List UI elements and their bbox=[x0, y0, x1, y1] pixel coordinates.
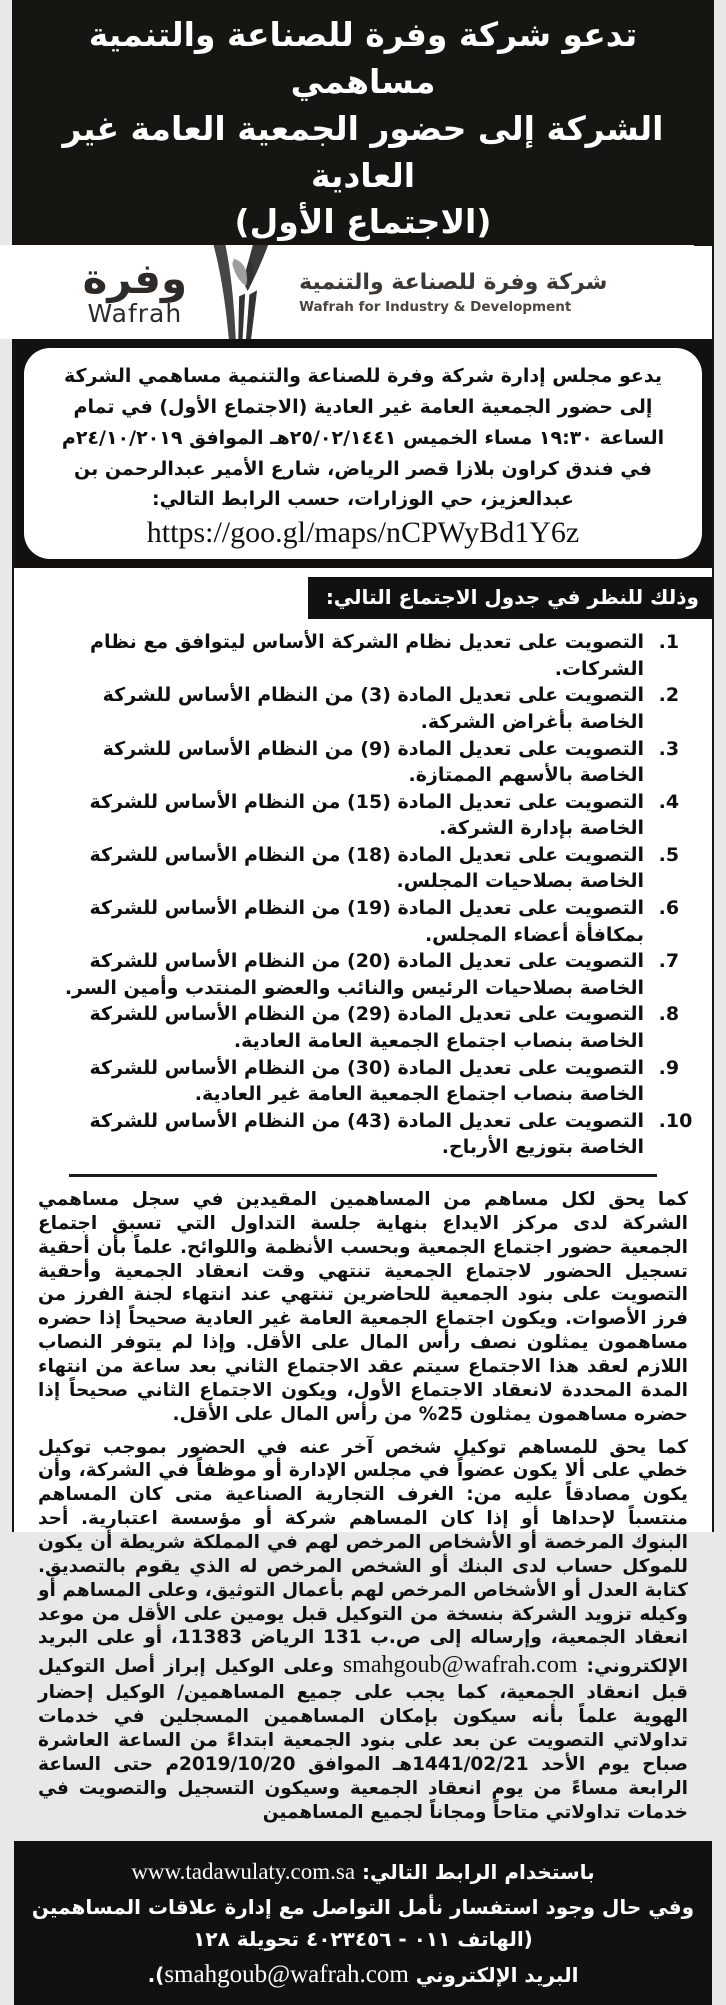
agenda-item-2: 2. التصويت على تعديل المادة (3) من النظام الأساس للشركة الخاصة بأغراض الشركة. bbox=[32, 682, 652, 735]
footer-email-line bbox=[24, 1955, 702, 1995]
map-link[interactable]: https://goo.gl/maps/nCPWyBd1Y6z bbox=[146, 516, 580, 550]
agenda-item-1: 1. التصويت على تعديل نظام الشركة الأساس ليتوافق مع نظام الشركات. bbox=[32, 629, 652, 682]
agenda-heading-wrap bbox=[14, 577, 712, 619]
footer-phone-line: (الهاتف ٠١١ - ٤٠٢٣٤٥٦ تحويلة ١٢٨ bbox=[193, 1927, 533, 1952]
agenda-list bbox=[32, 629, 688, 1161]
agenda-item-5: 5. التصويت على تعديل المادة (18) من النظام الأساس للشركة الخاصة بصلاحيات المجلس. bbox=[32, 842, 652, 895]
ad-title-line-3: (الاجتماع الأول) bbox=[234, 202, 492, 242]
company-logo-band bbox=[0, 245, 694, 339]
wafrah-logo-icon bbox=[207, 245, 273, 339]
agenda-item-7: 7. التصويت على تعديل المادة (20) من النظام الأساس للشركة الخاصة بصلاحيات الرئيس والنائب والعضو المنتدب وأمين السر. bbox=[32, 948, 652, 1001]
footer-link-line bbox=[24, 1854, 702, 1891]
agenda-item-3: 3. التصويت على تعديل المادة (9) من النظام الأساس للشركة الخاصة بالأسهم الممتازة. bbox=[32, 736, 652, 789]
agenda-item-10: 10. التصويت على تعديل المادة (43) من النظام الأساس للشركة الخاصة بتوزيع الأرباح. bbox=[32, 1108, 652, 1161]
footer-email-suffix: ). bbox=[147, 1963, 165, 1988]
invitation-text: يدعو مجلس إدارة شركة وفرة للصناعة والتنمية مساهمي الشركة إلى حضور الجمعية العامة غير العادية (الاجتماع الأول) في تمام الساعة ١٩:٣٠ مساء الخميس ٢٥/٠٢/١٤٤١هـ الموافق ٢٤/١٠/٢٠١٩م في فندق كراون بلازا قصر الرياض، شارع الأمير عبدالرحمن بن عبدالعزيز، حي الوزارات، حسب الرابط التالي: bbox=[61, 365, 665, 511]
footer-contact-box bbox=[14, 1841, 712, 2005]
company-name-english: Wafrah for Industry & Development bbox=[299, 298, 572, 315]
proxy-paragraph-text-after-email: وعلى الوكيل إبراز أصل التوكيل قبل انعقاد الجمعية، كما يجب على جميع المساهمين/ الوكيل إحضار الهوية علماً بأنه سيكون بإمكان المساهمين المسجلين في خدمات تداولاتي التصويت عن بعد على بنود الجمعية ابتداءً من الساعة العاشرة صباح يوم الأحد 1441/02/21هـ الموافق 2019/10/20م حتى الساعة الرابعة مساءً من يوم انعقاد الجمعية وسيكون التسجيل والتصويت في خدمات تداولاتي متاحاً ومجاناً لجميع المساهمين bbox=[38, 1656, 688, 1823]
wafrah-wordmark bbox=[82, 254, 188, 329]
invitation-box bbox=[24, 348, 702, 559]
agenda-item-9: 9. التصويت على تعديل المادة (30) من النظام الأساس للشركة الخاصة بنصاب اجتماع الجمعية العامة غير العادية. bbox=[32, 1055, 652, 1108]
footer-email-label: البريد الإلكتروني bbox=[415, 1963, 579, 1988]
proxy-email-address[interactable]: smahgoub@wafrah.com bbox=[342, 1652, 578, 1679]
agenda-heading: وذلك للنظر في جدول الاجتماع التالي: bbox=[308, 577, 712, 619]
footer-email-address[interactable]: smahgoub@wafrah.com bbox=[164, 1961, 409, 1989]
agenda-item-4: 4. التصويت على تعديل المادة (15) من النظام الأساس للشركة الخاصة بإدارة الشركة. bbox=[32, 789, 652, 842]
footer-link-label: باستخدام الرابط التالي: bbox=[362, 1860, 595, 1885]
company-name-arabic: شركة وفرة للصناعة والتنمية bbox=[299, 269, 608, 295]
footer-contact-line: وفي حال وجود استفسار نأمل التواصل مع إدارة علاقات المساهمين bbox=[31, 1895, 695, 1920]
invitation-section bbox=[14, 339, 712, 568]
company-names bbox=[293, 270, 607, 315]
wafrah-wordmark-english: Wafrah bbox=[87, 299, 183, 329]
masthead bbox=[14, 0, 712, 246]
proxy-paragraph bbox=[38, 1436, 688, 1825]
eligibility-paragraph: كما يحق لكل مساهم من المساهمين المقيدين في سجل مساهمي الشركة لدى مركز الايداع بنهاية جلسة التداول التي تسبق اجتماع الجمعية حضور اجتماع الجمعية وبحسب الأنظمة واللوائح. علماً بأن أحقية تسجيل الحضور لاجتماع الجمعية تنتهي وقت انعقاد الجمعية وأحقية التصويت على بنود الجمعية للحاضرين تنتهي عند انتهاء لجنة الفرز من فرز الأصوات. ويكون اجتماع الجمعية العامة غير العادية صحيحاً إذا حضره مساهمون يمثلون نصف رأس المال على الأقل. وإذا لم يتوفر النصاب اللازم لعقد هذا الاجتماع سيتم عقد الاجتماع الثاني بعد ساعة من انتهاء المدة المحددة لانعقاد الاجتماع الأول، ويكون الاجتماع الثاني صحيحاً إذا حضره مساهمون يمثلون 25% من رأس المال على الأقل. bbox=[38, 1189, 688, 1425]
section-divider bbox=[69, 1174, 657, 1177]
ad-title-line-1: تدعو شركة وفرة للصناعة والتنمية مساهمي bbox=[88, 15, 638, 101]
agenda-item-8: 8. التصويت على تعديل المادة (29) من النظام الأساس للشركة الخاصة بنصاب اجتماع الجمعية العامة العادية. bbox=[32, 1001, 652, 1054]
newspaper-ad-page bbox=[12, 0, 714, 1989]
agenda-item-6: 6. التصويت على تعديل المادة (19) من النظام الأساس للشركة بمكافأة أعضاء المجلس. bbox=[32, 895, 652, 948]
proxy-paragraph-text-before-email: كما يحق للمساهم توكيل شخص آخر عنه في الحضور بموجب توكيل خطي على ألا يكون عضواً في مجلس الإدارة أو موظفاً في الشركة، وأن يكون مصادقاً عليه من: الغرف التجارية الصناعية متى كان المساهم منتسباً لإحداها أو إذا كان المساهم شركة أو مؤسسة اعتبارية. أحد البنوك المرخصة أو الأشخاص المرخص لهم في المملكة شريطة أن يكون للموكل حساب لدى البنك أو الشخص المرخص له الذي يقوم بالتصديق. كتابة العدل أو الأشخاص المرخص لهم بأعمال التوثيق، وعلى المساهم أو وكيله تزويد الشركة بنسخة من التوكيل قبل يومين على الأقل من موعد انعقاد الجمعية، وإرساله إلى ص.ب 131 الرياض 11383، أو على البريد الإلكتروني: bbox=[38, 1436, 688, 1678]
ad-title-line-2: الشركة إلى حضور الجمعية العامة غير العادية bbox=[62, 108, 664, 195]
tadawulaty-link[interactable]: www.tadawulaty.com.sa bbox=[131, 1859, 356, 1885]
wafrah-wordmark-arabic: وفرة bbox=[82, 254, 188, 304]
